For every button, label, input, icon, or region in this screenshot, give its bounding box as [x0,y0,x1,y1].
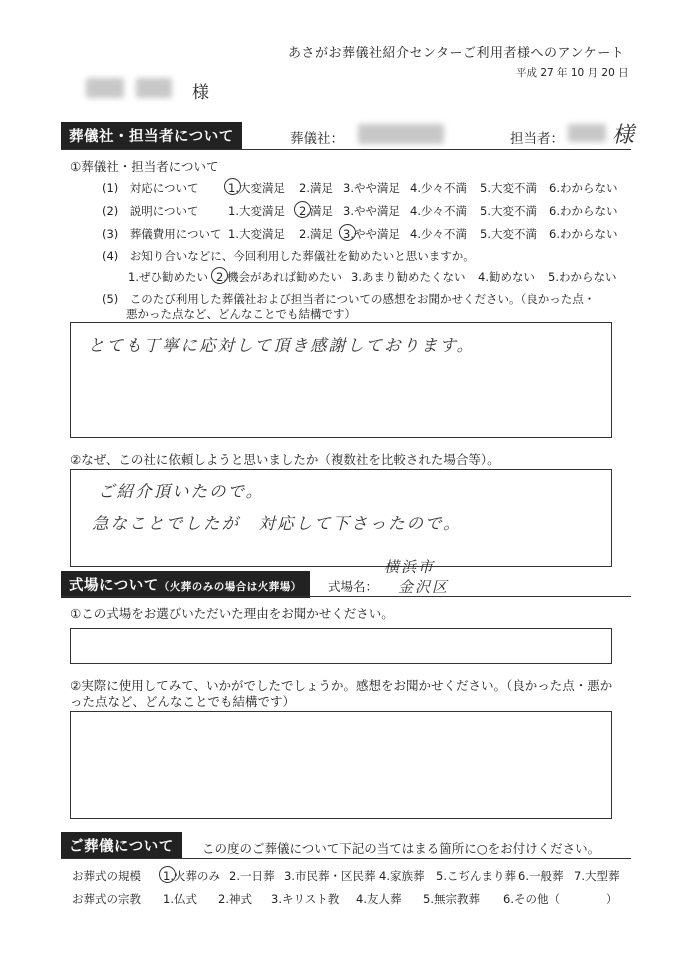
q4-text: (4) お知り合いなどに、今回利用した葬儀社を勧めたいと思いますか。 [102,249,475,263]
religion-option-2[interactable]: 2.神式 [218,892,252,906]
row2-option-5[interactable]: 5.大変不満 [480,204,537,218]
funeral-instruction: この度のご葬儀について下記の当てはまる箇所に○をお付けください。 [202,841,601,856]
row1-option-6[interactable]: 6.わからない [549,181,618,195]
row1-label: (1) 対応について [102,181,199,195]
section-venue-heading: 式場について（火葬のみの場合は火葬場） [61,571,310,598]
section2-underline [61,596,631,597]
survey-title: あさがお葬儀社紹介センターご利用者様へのアンケート [288,46,625,61]
row1-option-5[interactable]: 5.大変不満 [480,181,537,195]
q2-text: ②なぜ、この社に依頼しようと思いましたか（複数社を比較された場合等）。 [70,452,500,467]
venue-q1-answer-box[interactable] [70,628,612,664]
q2-answer-line2: 急なことでしたが 対応して下さったので。 [92,514,462,533]
venue-q2-text-line2: った点など、どんなことでも結構です） [70,694,296,709]
section-funeral-company-heading: 葬儀社・担当者について [61,122,242,149]
scale-option-6[interactable]: 6.一般葬 [518,869,564,883]
venue-q2-text-line1: ②実際に使用してみて、いかがでしたでしょうか。感想をお聞かせください。（良かった点・悪か [70,678,613,693]
q2-answer-line1: ご紹介頂いたので。 [98,482,265,501]
row2-option-6[interactable]: 6.わからない [549,204,618,218]
q5-text-line1: (5) このたび利用した葬儀社および担当者についての感想をお聞かせください。（良かった点・ [102,292,596,306]
row2-option-1[interactable]: 1.大変満足 [228,204,285,218]
redacted-staff-name [568,124,606,142]
q5-answer-handwritten: とても丁寧に応対して頂き感謝しております。 [88,336,476,355]
row2-label: (2) 説明について [102,204,199,218]
venue-label: 式場名： [328,579,379,594]
row3-option-1[interactable]: 1.大変満足 [228,227,285,241]
staff-label: 担当者： [510,131,564,147]
row1-option-1[interactable]: 1.大変満足 [228,181,285,195]
row2-option-2[interactable]: 2.満足 [299,204,333,218]
q5-text-line2: 悪かった点など、どんなことでも結構です） [126,307,356,321]
row3-option-2[interactable]: 2.満足 [299,227,333,241]
religion-option-3[interactable]: 3.キリスト教 [271,892,340,906]
religion-option-1[interactable]: 1.仏式 [163,892,197,906]
scale-option-3[interactable]: 3.市民葬・区民葬 [284,869,376,883]
q4-option-5[interactable]: 5.わからない [548,270,617,284]
q4-option-3[interactable]: 3.あまり勧めたくない [351,270,466,284]
section1-underline [61,149,631,150]
q1-title: ①葬儀社・担当者について [70,159,219,174]
q4-option-4[interactable]: 4.勧めない [478,270,535,284]
q4-option-2[interactable]: 2.機会があれば勧めたい [216,270,342,284]
venue-answer-line1: 横浜市 [384,558,436,576]
religion-option-4[interactable]: 4.友人葬 [356,892,402,906]
row3-option-5[interactable]: 5.大変不満 [480,227,537,241]
scale-option-7[interactable]: 7.大型葬 [574,869,620,883]
row1-option-2[interactable]: 2.満足 [299,181,333,195]
venue-answer-line2: 金沢区 [398,578,450,596]
scale-option-1[interactable]: 1.火葬のみ [163,869,220,883]
row2-option-4[interactable]: 4.少々不満 [410,204,467,218]
venue-q1-text: ①この式場をお選びいただいた理由をお聞かせください。 [70,606,394,621]
scale-option-2[interactable]: 2.一日葬 [229,869,275,883]
religion-option-6[interactable]: 6.その他（ ） [503,892,618,906]
row1-option-4[interactable]: 4.少々不満 [410,181,467,195]
row1-option-3[interactable]: 3.やや満足 [343,181,400,195]
row3-label: (3) 葬儀費用について [102,227,222,241]
row3-option-3[interactable]: 3.やや満足 [343,227,400,241]
q4-option-1[interactable]: 1.ぜひ勧めたい [128,270,208,284]
staff-honorific-handwritten: 様 [612,123,637,148]
redacted-customer-name-2 [136,78,172,98]
customer-honorific: 様 [192,83,209,103]
section3-underline [61,858,631,859]
redacted-company-name [358,124,444,144]
scale-option-4[interactable]: 4.家族葬 [379,869,425,883]
scale-option-5[interactable]: 5.こぢんまり葬 [436,869,516,883]
redacted-customer-name [86,78,124,98]
row3-option-4[interactable]: 4.少々不満 [410,227,467,241]
venue-q2-answer-box[interactable] [70,711,612,819]
company-label: 葬儀社： [290,131,344,147]
survey-date: 平成 27 年 10 月 20 日 [516,67,629,79]
row3-option-6[interactable]: 6.わからない [549,227,618,241]
scale-label: お葬式の規模 [72,869,141,883]
religion-label: お葬式の宗教 [72,892,141,906]
row2-option-3[interactable]: 3.やや満足 [343,204,400,218]
religion-option-5[interactable]: 5.無宗教葬 [423,892,480,906]
section-funeral-heading: ご葬儀について [61,832,182,859]
